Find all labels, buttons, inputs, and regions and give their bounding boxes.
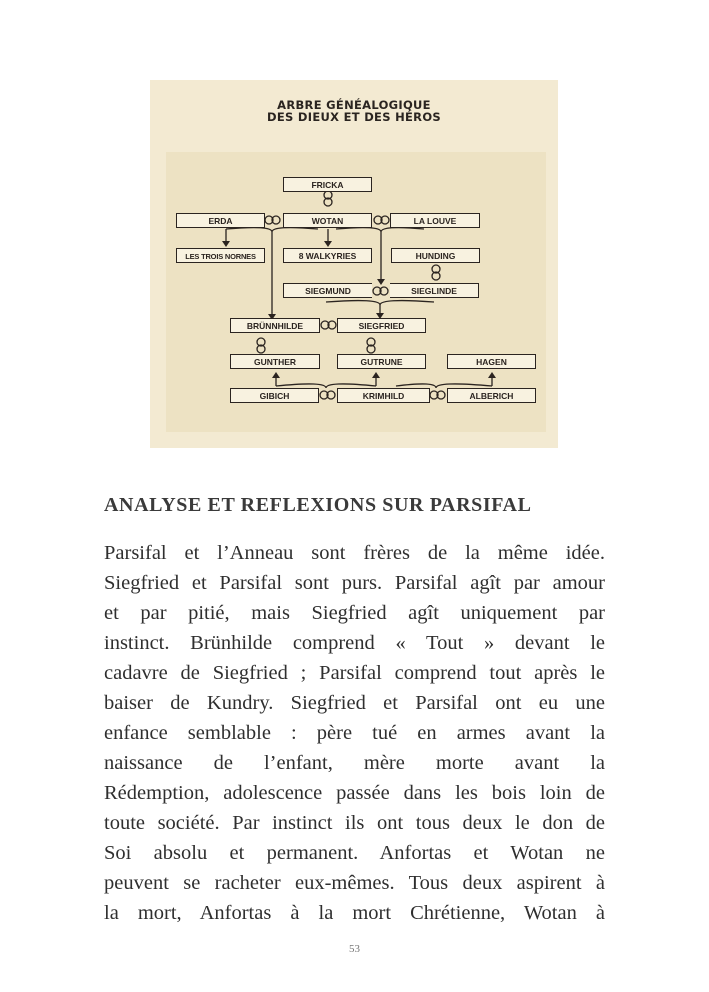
paragraph-line: et par pitié, mais Siegfried agît uniquement par [104, 602, 605, 624]
paragraph-line: enfance semblable : père tué en armes avant la [104, 722, 605, 744]
figure-title-line-1: ARBRE GÉNÉALOGIQUE [277, 98, 431, 112]
node-wotan: WOTAN [283, 213, 372, 228]
node-gunther: GUNTHER [230, 354, 320, 369]
node-fricka: FRICKA [283, 177, 372, 192]
paragraph-line: Parsifal et l’Anneau sont frères de la même idée. [104, 542, 605, 564]
paragraph-line: cadavre de Siegfried ; Parsifal comprend tout après le [104, 662, 605, 684]
genealogy-figure [150, 80, 558, 448]
node-siegfried: SIEGFRIED [337, 318, 426, 333]
node-hunding: HUNDING [391, 248, 480, 263]
paragraph-line: baiser de Kundry. Siegfried et Parsifal ont eu une [104, 692, 605, 714]
node-hagen: HAGEN [447, 354, 536, 369]
paragraph-line: la mort, Anfortas à la mort Chrétienne, Wotan à [104, 902, 605, 924]
node-walkyries: 8 WALKYRIES [283, 248, 372, 263]
paragraph-line: instinct. Brünhilde comprend « Tout » devant le [104, 632, 605, 654]
node-krimhild: KRIMHILD [337, 388, 430, 403]
paragraph-line: Siegfried et Parsifal sont purs. Parsifal agît par amour [104, 572, 605, 594]
node-alberich: ALBERICH [447, 388, 536, 403]
paragraph-line: Rédemption, adolescence passée dans les bois loin de [104, 782, 605, 804]
paragraph-line: naissance de l’enfant, mère morte avant la [104, 752, 605, 774]
figure-title-line-2: DES DIEUX ET DES HÉROS [267, 110, 441, 124]
node-sieglinde: SIEGLINDE [390, 283, 479, 298]
node-trois-nornes: LES TROIS NORNES [176, 248, 265, 263]
node-brunnhilde: BRÜNNHILDE [230, 318, 320, 333]
node-gutrune: GUTRUNE [337, 354, 426, 369]
paragraph-line: toute société. Par instinct ils ont tous deux le don de [104, 812, 605, 834]
family-tree [166, 152, 546, 432]
paragraph-line: Soi absolu et permanent. Anfortas et Wotan ne [104, 842, 605, 864]
node-siegmund: SIEGMUND [283, 283, 372, 298]
section-heading: ANALYSE ET REFLEXIONS SUR PARSIFAL [104, 494, 532, 516]
paragraph-line: peuvent se racheter eux-mêmes. Tous deux aspirent à [104, 872, 605, 894]
node-gibich: GIBICH [230, 388, 319, 403]
node-la-louve: LA LOUVE [390, 213, 480, 228]
node-erda: ERDA [176, 213, 265, 228]
page-number: 53 [349, 943, 360, 955]
body-paragraph [104, 538, 605, 928]
